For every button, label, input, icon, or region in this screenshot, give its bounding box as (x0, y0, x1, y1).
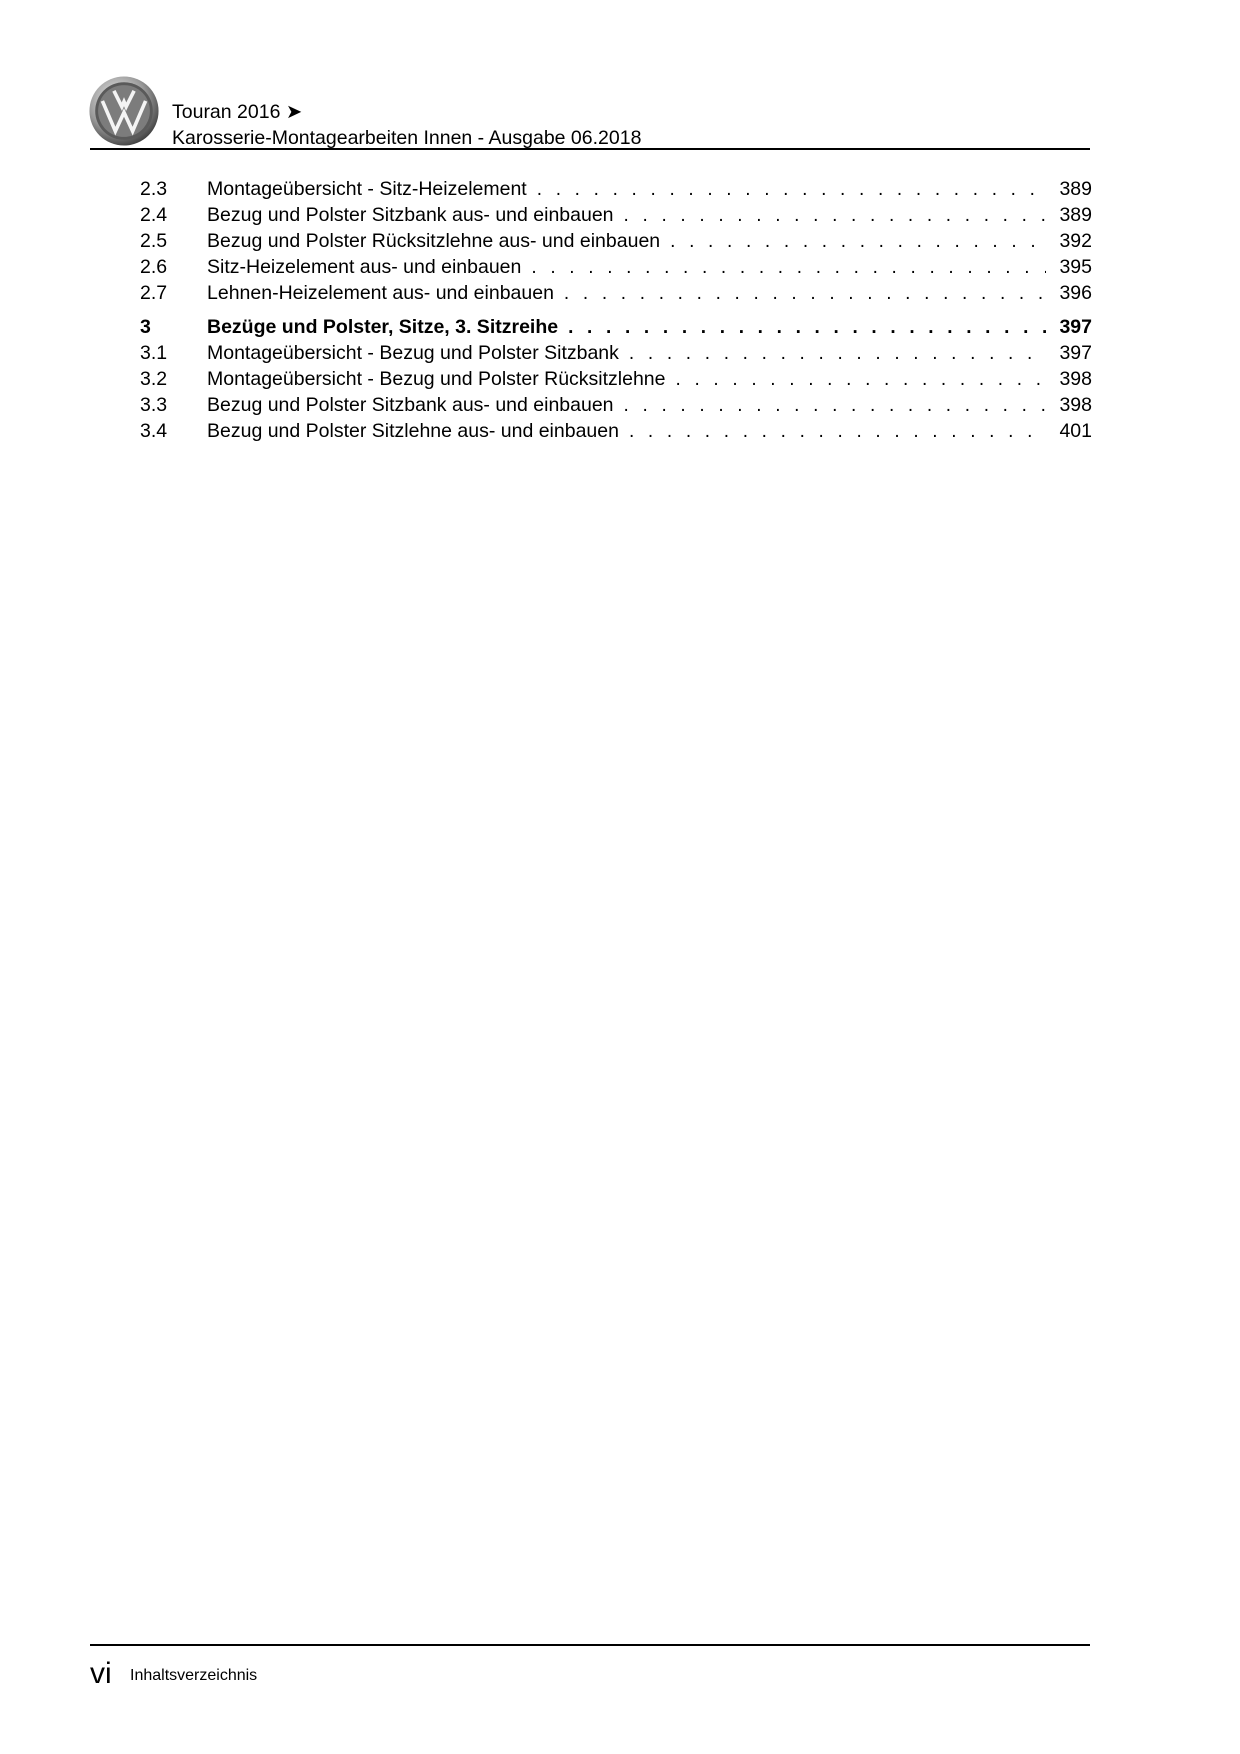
toc-leader-dots (537, 177, 1046, 203)
toc-entry-title: Bezüge und Polster, Sitze, 3. Sitzreihe (207, 316, 559, 338)
volkswagen-logo-icon (88, 75, 160, 147)
toc-leader-dots (629, 341, 1046, 367)
toc-entry-number: 3.4 (140, 420, 168, 442)
toc-entry-number: 2.3 (140, 178, 168, 200)
toc-entry-page: 395 (1059, 256, 1092, 278)
document-subtitle: Karosserie-Montagearbeiten Innen - Ausgabe 06.2018 (172, 127, 642, 149)
toc-entry[interactable] (140, 392, 1092, 418)
toc-entry-number: 3 (140, 316, 151, 338)
toc-entry[interactable] (140, 202, 1092, 228)
toc-entry-number: 2.7 (140, 282, 168, 304)
toc-leader-dots (624, 203, 1046, 229)
table-of-contents (140, 176, 1092, 444)
toc-entry-number: 3.3 (140, 394, 168, 416)
toc-entry-page: 401 (1059, 420, 1092, 442)
toc-entry-page: 398 (1059, 394, 1092, 416)
toc-leader-dots (670, 229, 1046, 255)
toc-entry-number: 2.5 (140, 230, 168, 252)
toc-entry-page: 397 (1059, 342, 1092, 364)
toc-leader-dots (629, 419, 1046, 445)
footer-page-number: vi (90, 1657, 112, 1690)
toc-entry[interactable] (140, 176, 1092, 202)
toc-entry-title: Bezug und Polster Sitzbank aus- und einbauen (207, 394, 614, 416)
toc-entry-page: 389 (1059, 178, 1092, 200)
toc-entry-page: 389 (1059, 204, 1092, 226)
toc-entry-title: Montageübersicht - Bezug und Polster Sitzbank (207, 342, 619, 364)
toc-entry[interactable] (140, 340, 1092, 366)
toc-entry-number: 3.2 (140, 368, 168, 390)
toc-entry-title: Bezug und Polster Sitzbank aus- und einbauen (207, 204, 614, 226)
footer-section-label: Inhaltsverzeichnis (130, 1667, 258, 1684)
header-divider (90, 148, 1090, 150)
toc-entry[interactable] (140, 366, 1092, 392)
toc-entry-number: 3.1 (140, 342, 168, 364)
toc-leader-dots (531, 255, 1046, 281)
toc-entry-number: 2.4 (140, 204, 168, 226)
document-model: Touran 2016 ➤ (172, 101, 303, 123)
toc-leader-dots (624, 393, 1046, 419)
toc-entry[interactable] (140, 254, 1092, 280)
toc-entry-page: 396 (1059, 282, 1092, 304)
toc-entry-title: Montageübersicht - Sitz-Heizelement (207, 178, 527, 200)
toc-entry-title: Lehnen-Heizelement aus- und einbauen (207, 282, 554, 304)
footer-divider (90, 1644, 1090, 1646)
toc-entry-page: 392 (1059, 230, 1092, 252)
toc-entry[interactable] (140, 228, 1092, 254)
toc-leader-dots (676, 367, 1047, 393)
toc-entry[interactable] (140, 418, 1092, 444)
toc-entry-title: Bezug und Polster Sitzlehne aus- und einbauen (207, 420, 619, 442)
toc-entry[interactable] (140, 280, 1092, 306)
toc-chapter-entry[interactable] (140, 314, 1092, 340)
toc-entry-title: Montageübersicht - Bezug und Polster Rücksitzlehne (207, 368, 666, 390)
toc-entry-number: 2.6 (140, 256, 168, 278)
toc-entry-page: 398 (1059, 368, 1092, 390)
toc-entry-title: Sitz-Heizelement aus- und einbauen (207, 256, 522, 278)
toc-leader-dots (564, 281, 1046, 307)
toc-leader-dots (568, 315, 1046, 341)
toc-entry-page: 397 (1059, 316, 1092, 338)
toc-entry-title: Bezug und Polster Rücksitzlehne aus- und einbauen (207, 230, 661, 252)
